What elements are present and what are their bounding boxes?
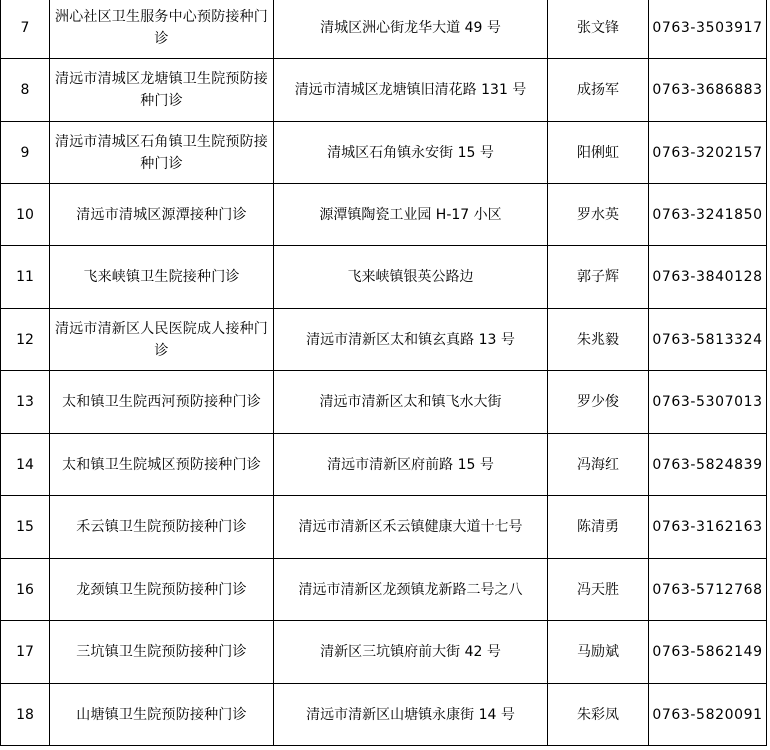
phone-number: 0763-5862149 <box>649 621 767 684</box>
table-row <box>1 184 767 246</box>
row-number: 13 <box>1 371 50 434</box>
phone-number: 0763-5712768 <box>649 559 767 621</box>
table-row <box>1 246 767 309</box>
row-number: 12 <box>1 309 50 371</box>
clinic-name: 清远市清城区源潭接种门诊 <box>50 184 274 246</box>
contact-person: 冯天胜 <box>548 559 649 621</box>
phone-number: 0763-3503917 <box>649 0 767 59</box>
contact-person: 阳俐虹 <box>548 122 649 184</box>
row-number: 14 <box>1 434 50 496</box>
phone-number: 0763-5813324 <box>649 309 767 371</box>
phone-number: 0763-5307013 <box>649 371 767 434</box>
clinic-name: 洲心社区卫生服务中心预防接种门诊 <box>50 0 274 59</box>
clinic-address: 清远市清新区太和镇飞水大街 <box>274 371 548 434</box>
clinic-table-body <box>1 0 767 746</box>
table-row <box>1 684 767 746</box>
row-number: 18 <box>1 684 50 746</box>
row-number: 15 <box>1 496 50 559</box>
row-number: 8 <box>1 59 50 122</box>
clinic-address: 清远市清新区太和镇玄真路 13 号 <box>274 309 548 371</box>
contact-person: 成扬军 <box>548 59 649 122</box>
table-row <box>1 309 767 371</box>
clinic-name: 太和镇卫生院城区预防接种门诊 <box>50 434 274 496</box>
clinic-address: 飞来峡镇银英公路边 <box>274 246 548 309</box>
clinic-address: 清城区石角镇永安街 15 号 <box>274 122 548 184</box>
clinic-address: 清远市清新区山塘镇永康街 14 号 <box>274 684 548 746</box>
next-row-top-border <box>0 745 766 750</box>
clinic-address: 清城区洲心街龙华大道 49 号 <box>274 0 548 59</box>
table-row <box>1 371 767 434</box>
row-number: 10 <box>1 184 50 246</box>
clinic-name: 太和镇卫生院西河预防接种门诊 <box>50 371 274 434</box>
phone-number: 0763-3241850 <box>649 184 767 246</box>
phone-number: 0763-3686883 <box>649 59 767 122</box>
clinic-address: 清远市清新区府前路 15 号 <box>274 434 548 496</box>
row-number: 16 <box>1 559 50 621</box>
table-row <box>1 496 767 559</box>
clinic-address: 清远市清新区龙颈镇龙新路二号之八 <box>274 559 548 621</box>
contact-person: 罗水英 <box>548 184 649 246</box>
phone-number: 0763-3840128 <box>649 246 767 309</box>
row-number: 11 <box>1 246 50 309</box>
clinic-name: 山塘镇卫生院预防接种门诊 <box>50 684 274 746</box>
table-row <box>1 122 767 184</box>
table-row <box>1 0 767 59</box>
contact-person: 罗少俊 <box>548 371 649 434</box>
clinic-name: 清远市清新区人民医院成人接种门诊 <box>50 309 274 371</box>
contact-person: 冯海红 <box>548 434 649 496</box>
row-number: 17 <box>1 621 50 684</box>
phone-number: 0763-3202157 <box>649 122 767 184</box>
clinic-name: 龙颈镇卫生院预防接种门诊 <box>50 559 274 621</box>
clinic-name: 三坑镇卫生院预防接种门诊 <box>50 621 274 684</box>
clinic-name: 禾云镇卫生院预防接种门诊 <box>50 496 274 559</box>
clinic-address: 清远市清新区禾云镇健康大道十七号 <box>274 496 548 559</box>
phone-number: 0763-5820091 <box>649 684 767 746</box>
table-row <box>1 559 767 621</box>
clinic-address: 清远市清城区龙塘镇旧清花路 131 号 <box>274 59 548 122</box>
contact-person: 马励斌 <box>548 621 649 684</box>
contact-person: 朱彩凤 <box>548 684 649 746</box>
table-row <box>1 621 767 684</box>
phone-number: 0763-5824839 <box>649 434 767 496</box>
clinic-address: 清新区三坑镇府前大街 42 号 <box>274 621 548 684</box>
row-number: 9 <box>1 122 50 184</box>
contact-person: 朱兆毅 <box>548 309 649 371</box>
clinic-name: 清远市清城区石角镇卫生院预防接种门诊 <box>50 122 274 184</box>
contact-person: 陈清勇 <box>548 496 649 559</box>
row-number: 7 <box>1 0 50 59</box>
clinic-name: 清远市清城区龙塘镇卫生院预防接种门诊 <box>50 59 274 122</box>
clinic-address: 源潭镇陶瓷工业园 H-17 小区 <box>274 184 548 246</box>
phone-number: 0763-3162163 <box>649 496 767 559</box>
contact-person: 郭子辉 <box>548 246 649 309</box>
contact-person: 张文锋 <box>548 0 649 59</box>
clinic-name: 飞来峡镇卫生院接种门诊 <box>50 246 274 309</box>
table-row <box>1 434 767 496</box>
table-row <box>1 59 767 122</box>
